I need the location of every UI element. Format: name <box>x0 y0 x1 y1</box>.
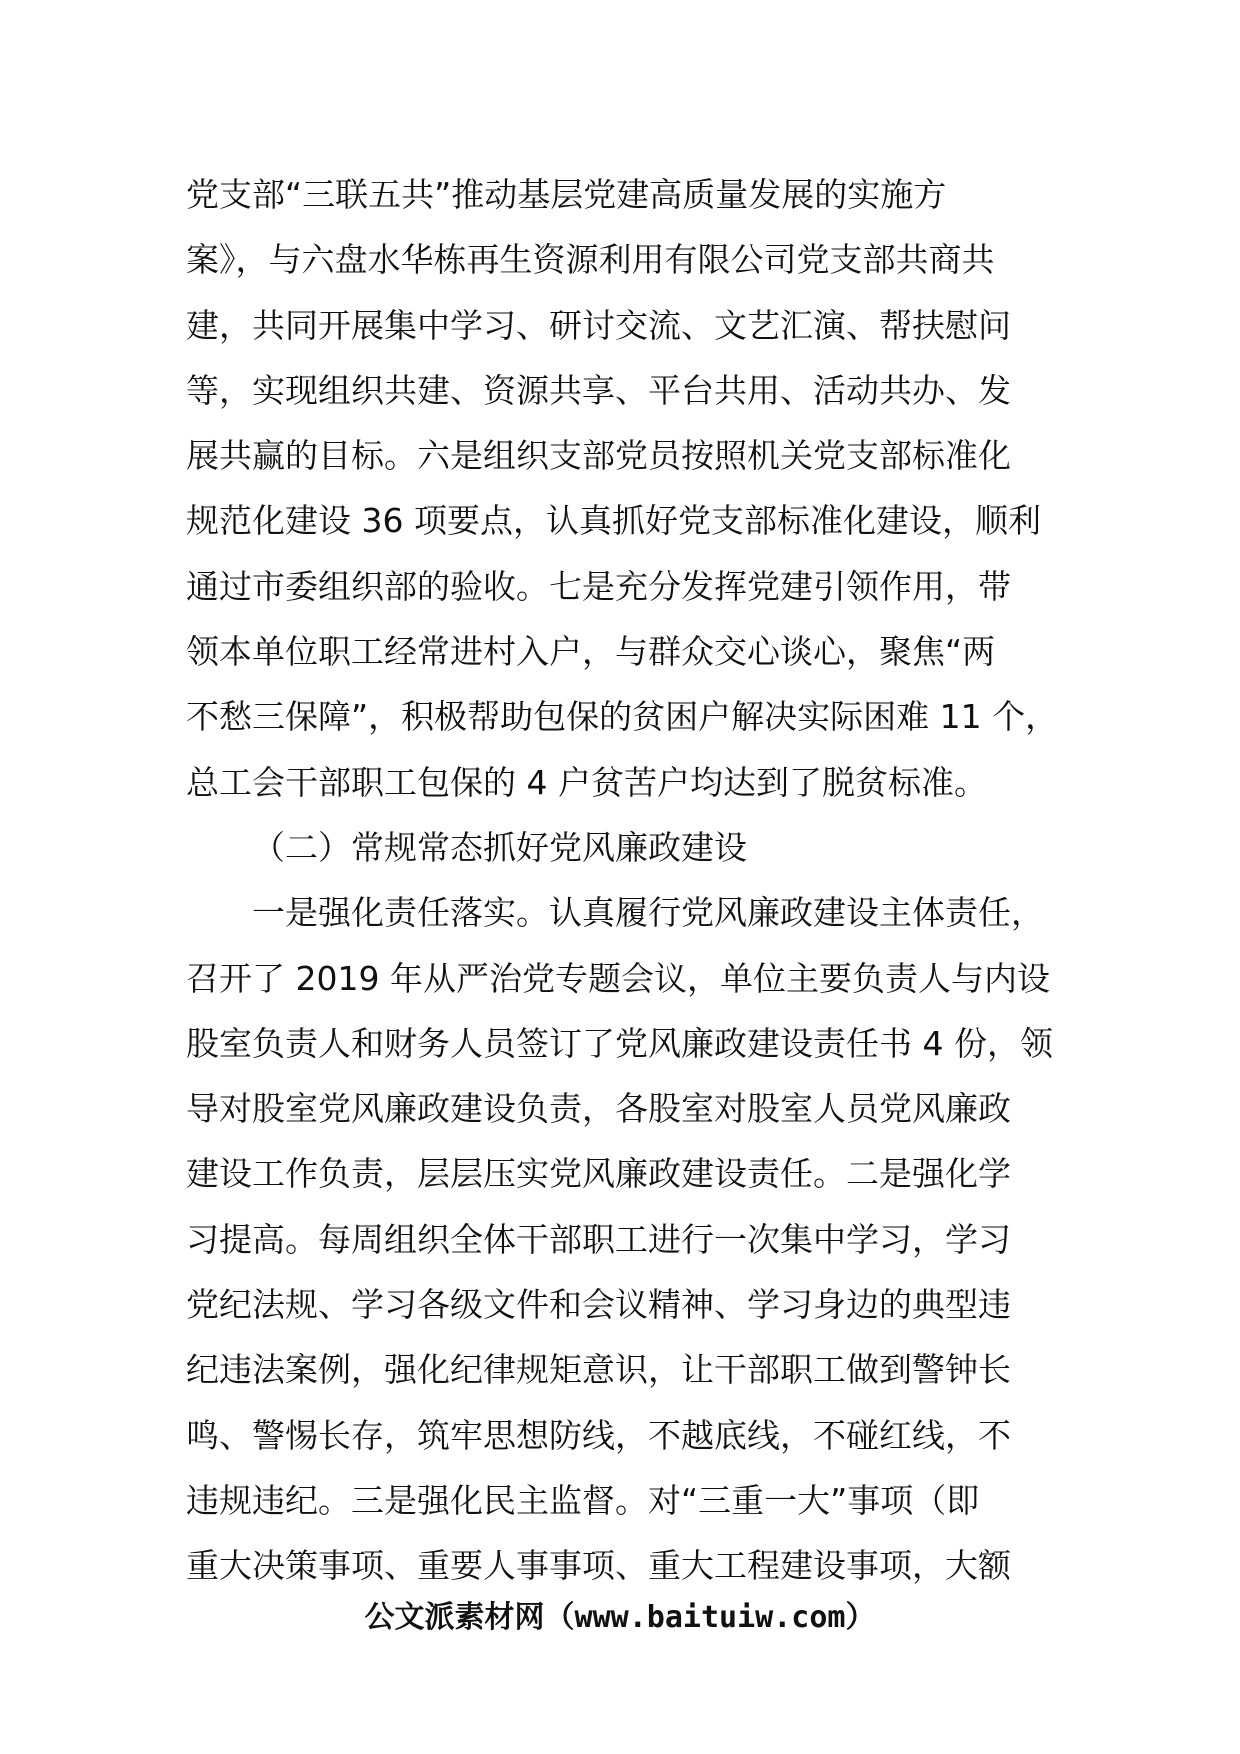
body-line: 总工会干部职工包保的 4 户贫苦户均达到了脱贫标准。 <box>186 762 987 802</box>
section-heading: （二）常规常态抓好党风廉政建设 <box>252 827 747 867</box>
body-line: 领本单位职工经常进村入户，与群众交心谈心，聚焦“两 <box>186 632 996 672</box>
section-line: 重大决策事项、重要人事事项、重大工程建设事项，大额 <box>186 1546 1011 1586</box>
section-line: 纪违法案例，强化纪律规矩意识，让干部职工做到警钟长 <box>186 1350 1011 1390</box>
body-line: 等，实现组织共建、资源共享、平台共用、活动共办、发 <box>186 370 1011 410</box>
section-line: 建设工作负责，层层压实党风廉政建设责任。二是强化学 <box>186 1154 1011 1194</box>
section-line: 违规违纪。三是强化民主监督。对“三重一大”事项（即 <box>186 1480 980 1520</box>
section-line: 鸣、警惕长存，筑牢思想防线，不越底线，不碰红线，不 <box>186 1415 1011 1455</box>
section-line: 一是强化责任落实。认真履行党风廉政建设主体责任， <box>252 893 1044 933</box>
section-line: 习提高。每周组织全体干部职工进行一次集中学习，学习 <box>186 1219 1011 1259</box>
document-body <box>186 162 1086 1599</box>
section-line: 召开了 2019 年从严治党专题会议，单位主要负责人与内设 <box>186 958 1050 998</box>
section-line: 党纪法规、学习各级文件和会议精神、学习身边的典型违 <box>186 1285 1011 1325</box>
body-line: 通过市委组织部的验收。七是充分发挥党建引领作用，带 <box>186 566 1011 606</box>
body-line: 规范化建设 36 项要点，认真抓好党支部标准化建设，顺利 <box>186 501 1041 541</box>
body-line: 案》，与六盘水华栋再生资源利用有限公司党支部共商共 <box>186 240 995 280</box>
section-line: 股室负责人和财务人员签订了党风廉政建设责任书 4 份，领 <box>186 1023 1053 1063</box>
footer-watermark <box>0 1592 1240 1636</box>
body-line: 党支部“三联五共”推动基层党建高质量发展的实施方 <box>186 175 947 214</box>
section-line: 导对股室党风廉政建设负责，各股室对股室人员党风廉政 <box>186 1089 1011 1129</box>
body-line: 建，共同开展集中学习、研讨交流、文艺汇演、帮扶慰问 <box>186 305 1011 345</box>
body-line: 不愁三保障”，积极帮助包保的贫困户解决实际困难 11 个， <box>186 697 1059 737</box>
footer-site-name: 公文派素材网 <box>364 1600 545 1635</box>
footer-url: （www.baituiw.com） <box>544 1600 876 1635</box>
body-line: 展共赢的目标。六是组织支部党员按照机关党支部标准化 <box>186 436 1011 476</box>
